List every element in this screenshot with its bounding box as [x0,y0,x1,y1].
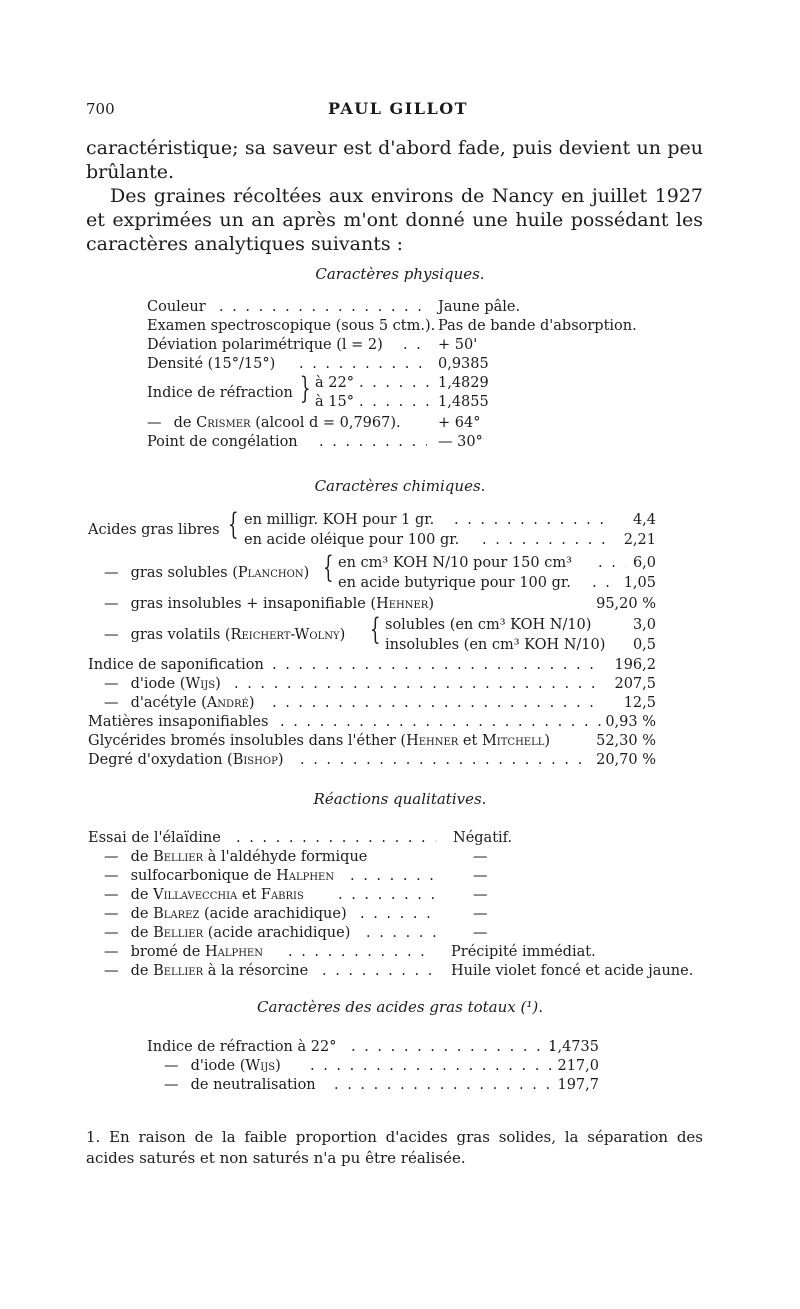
brace: } [300,371,311,406]
leader-dots [300,750,590,770]
row-bellier-formique [104,847,688,867]
value: 2,21 [623,532,656,548]
author-name: Halphen [276,868,335,884]
author-name: Halphen [204,944,263,960]
value: 6,0 [632,555,656,571]
author-name: Wijs [185,676,216,692]
prefix: gras insolubles + insaponifiable ( [130,596,377,612]
prefix: d'iode ( [130,676,186,692]
row-acides-neutralisation [164,1075,607,1095]
value: Précipité immédiat. [451,944,596,960]
dash: — [104,925,119,941]
leader-dots [366,923,436,943]
sublabel: solubles (en cm³ KOH N/10) [385,617,592,633]
prefix: Glycérides bromés insolubles dans l'éther ( [88,733,407,749]
leader-dots [288,942,434,962]
label-end: ) [339,627,346,643]
value: 0,93 % [605,714,656,730]
label: Essai de l'élaïdine [88,830,221,846]
sublabel: en milligr. KOH pour 1 gr. [244,512,435,528]
row-gras-insolubles [104,594,656,614]
author-name: Bellier [153,963,204,979]
prefix: de [130,906,149,922]
value: + 50' [438,337,478,353]
leader-dots [338,885,436,905]
value: 4,4 [632,512,656,528]
label: Densité (15°/15°) [147,356,276,372]
value: 1,4829 [438,375,489,391]
leader-dots [351,1037,557,1057]
footnote: 1. En raison de la faible proportion d'acides gras solides, la séparation des acides saturés et non saturés n'a pu être réalisée. [86,1128,703,1167]
row-couleur [147,297,667,317]
dash: — [104,887,119,903]
row-blarez [104,904,688,924]
prefix: sulfocarbonique de [130,868,272,884]
value: 1,4855 [438,394,489,410]
sublabel: en acide butyrique pour 100 gr. [338,575,571,591]
label-end: ) [303,565,310,581]
author-name-2: Fabris [260,887,304,903]
author-name: Planchon [237,565,304,581]
leader-dots [454,510,614,530]
row-acides-libres-oleique [244,530,656,550]
value: 0,5 [632,637,656,653]
row-solubles-butyrique [338,573,656,593]
value: 1,05 [623,575,656,591]
value: — [473,925,488,941]
suffix: ) [277,752,284,768]
value: 95,20 % [596,596,656,612]
row-iode [104,674,656,694]
label: de neutralisation [190,1077,316,1093]
value: 20,70 % [596,752,656,768]
suffix: ) [215,676,221,692]
author-name: Bishop [232,752,278,768]
row-solubles-koh [338,553,656,573]
suffix: ) [544,733,551,749]
paragraph-1: caractéristique; sa saveur est d'abord fade, puis devient un peu brûlante. [86,137,703,183]
leader-dots [219,297,427,317]
leader-dots [236,828,436,848]
row-volatils-insolubles [385,635,656,655]
value: — [473,887,488,903]
leader-dots [334,1075,554,1095]
dash: — [104,868,119,884]
sublabel: en cm³ KOH N/10 pour 150 cm³ [338,555,572,571]
brace: { [228,507,239,542]
row-bellier-resorcine [104,961,704,981]
brace: { [323,550,334,585]
leader-dots [482,530,612,550]
author-name-1: Hehner [406,733,459,749]
dash: — [104,596,119,612]
label: Acides gras libres [88,522,220,538]
author-name: Bellier [153,925,204,941]
suffix: à l'aldéhyde formique [207,849,368,865]
dash: — [104,963,119,979]
brace: { [370,612,381,647]
author-name: Reichert-Wolny [230,627,340,643]
value: 1,4735 [548,1039,599,1055]
value: 12,5 [623,695,656,711]
label: Point de congélation [147,434,298,450]
dash: — [164,1058,179,1074]
leader-dots [322,961,436,981]
author-name: Crismer [196,415,251,431]
sublabel: insolubles (en cm³ KOH N/10) [385,637,606,653]
row-halphen-brome [104,942,688,962]
running-title: PAUL GILLOT [328,99,469,118]
row-acetyle [104,693,656,713]
paragraph-2: Des graines récoltées aux environs de Nancy en juillet 1927 et exprimées un an après m'ont donné une huile possédant les caractères analytiques suivants : [86,185,703,255]
leader-dots [359,373,429,393]
prefix: d'acétyle ( [130,695,207,711]
row-bellier-arachidique [104,923,688,943]
value: 196,2 [614,657,656,673]
value: 217,0 [557,1058,599,1074]
dash: — [104,627,119,643]
author-name: Blarez [153,906,200,922]
sublabel: à 22° [315,375,354,391]
dash: — [147,415,162,431]
row-volatils-solubles [385,615,656,635]
label: Matières insaponifiables [88,714,269,730]
dash: — [104,906,119,922]
suffix: (alcool d = 0,7967). [255,415,401,431]
label: Indice de saponification [88,657,264,673]
value: Négatif. [453,830,513,846]
row-refraction-22 [315,373,675,393]
value: — [473,906,488,922]
dash: — [104,695,119,711]
prefix: de [130,849,149,865]
author-name: Wijs [245,1058,276,1074]
row-insaponifiables [88,712,656,732]
value: + 64° [438,415,481,431]
section-heading-chemical: Caractères chimiques. [314,477,486,495]
label: Indice de réfraction [147,385,293,401]
row-halphen-sulfocarbonique [104,866,688,886]
row-acides-iode [164,1056,607,1076]
prefix: de [173,415,192,431]
suffix: ) [248,695,255,711]
suffix: (acide arachidique) [207,925,351,941]
row-acides-libres-koh [244,510,656,530]
leader-dots [234,674,602,694]
value: 3,0 [632,617,656,633]
leader-dots [350,866,436,886]
prefix: Degré d'oxydation ( [88,752,233,768]
value: Huile violet foncé et acide jaune. [451,963,694,979]
row-glycerides [88,731,656,751]
leader-dots [280,712,610,732]
prefix: de [130,887,149,903]
leader-dots [310,1056,556,1076]
leader-dots [272,693,602,713]
row-densite [147,354,667,374]
row-polarimetrie [147,335,667,355]
row-villavecchia-fabris [104,885,688,905]
conjunction: et [241,887,257,903]
label: Indice de réfraction à 22° [147,1039,337,1055]
page-number: 700 [86,100,115,118]
value: 0,9385 [438,356,489,372]
section-heading-physical: Caractères physiques. [315,265,485,283]
label: Couleur [147,299,206,315]
author-name: Bellier [153,849,204,865]
dash: — [104,944,119,960]
suffix: (acide arachidique) [204,906,347,922]
suffix: ) [275,1058,281,1074]
dash: — [104,849,119,865]
author-name: André [206,695,249,711]
row-refraction-15 [315,392,675,412]
section-heading-qualitative: Réactions qualitatives. [313,790,487,808]
conjunction: et [462,733,478,749]
row-elaidine [88,828,688,848]
author-name-1: Villavecchia [153,887,238,903]
label: Examen spectroscopique (sous 5 ctm.). [147,318,436,334]
label: gras solubles ( [130,565,238,581]
dash: — [104,565,119,581]
value: — 30° [438,434,483,450]
value: — [473,868,488,884]
sublabel: en acide oléique pour 100 gr. [244,532,460,548]
value: Pas de bande d'absorption. [438,318,637,334]
value: 207,5 [614,676,656,692]
author-name: Hehner [376,596,429,612]
value: — [473,849,488,865]
row-crismer [147,413,667,433]
author-name-2: Mitchell [481,733,545,749]
suffix: à la résorcine [207,963,309,979]
label: Déviation polarimétrique (l = 2) [147,337,383,353]
leader-dots [319,432,427,452]
sublabel: à 15° [315,394,354,410]
leader-dots [359,392,429,412]
value: Jaune pâle. [438,299,521,315]
body-text [86,136,703,256]
row-acides-refraction [147,1037,607,1057]
value: 197,7 [557,1077,599,1093]
row-oxydation [88,750,656,770]
dash: — [104,676,119,692]
prefix: de [130,925,149,941]
suffix: ) [428,596,435,612]
leader-dots [403,335,427,355]
leader-dots [299,354,427,374]
leader-dots [272,655,602,675]
prefix: bromé de [130,944,201,960]
row-saponification [88,655,656,675]
value: 52,30 % [596,733,656,749]
leader-dots [360,904,436,924]
section-heading-total-acids: Caractères des acides gras totaux (¹). [257,998,543,1016]
row-spectro [147,316,667,336]
row-congelation [147,432,667,452]
label: gras volatils ( [130,627,231,643]
prefix: de [130,963,149,979]
prefix: d'iode ( [190,1058,246,1074]
dash: — [164,1077,179,1093]
